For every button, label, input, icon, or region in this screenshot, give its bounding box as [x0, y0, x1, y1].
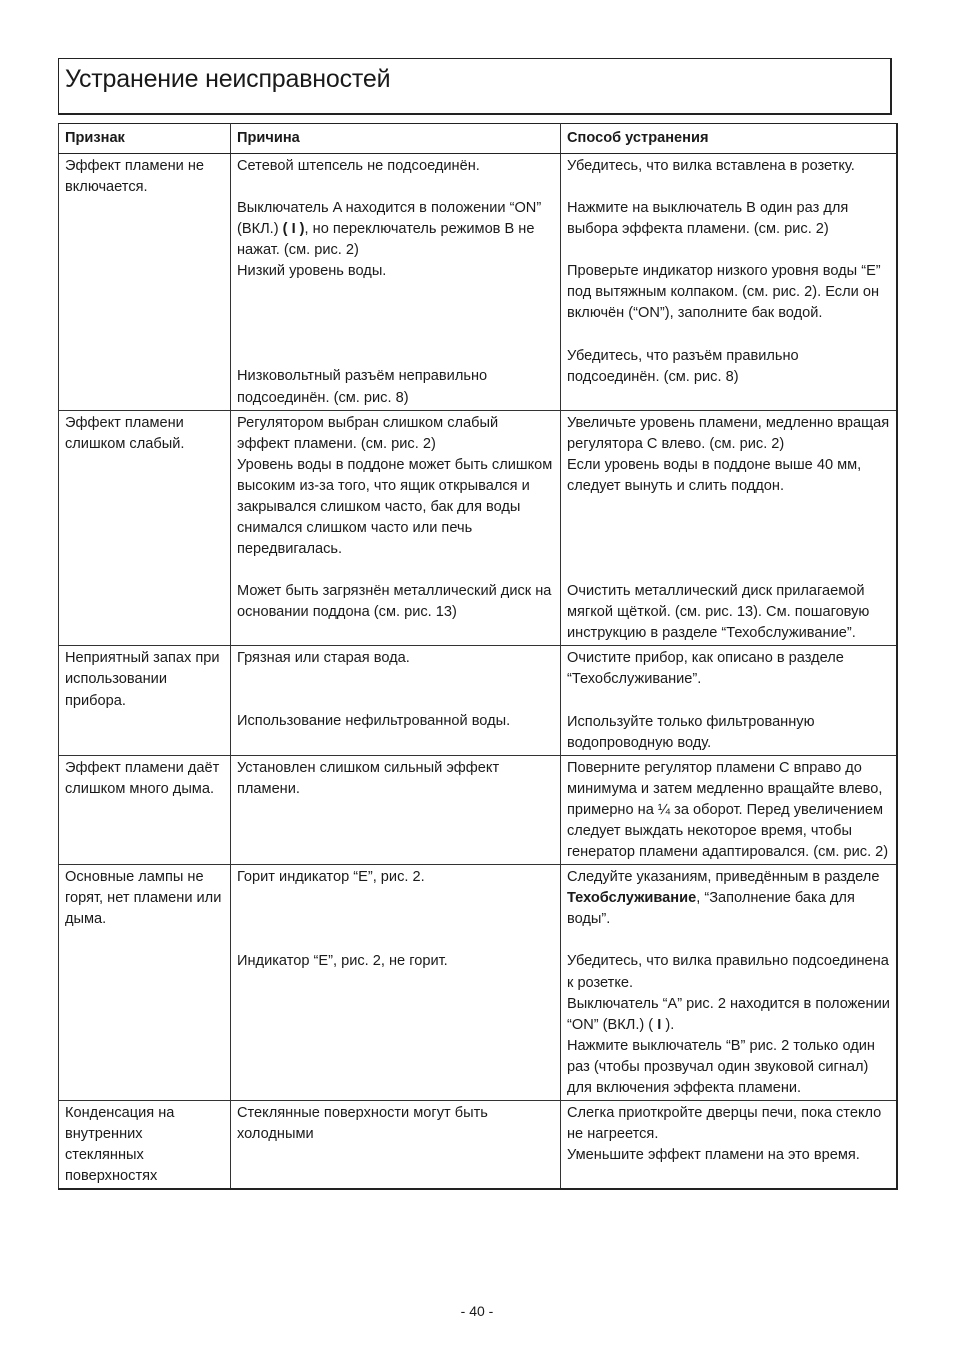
- cause-cell: [231, 410, 561, 646]
- remedy-text: Очистить металлический диск прилагаемой мягкой щёткой. (см. рис. 13). См. пошаговую инструкцию в разделе “Техобслуживание”.: [567, 583, 870, 642]
- remedy-text: Убедитесь, что вилка вставлена в розетку.: [567, 158, 855, 174]
- cause-text: Сетевой штепсель не подсоединён.: [237, 158, 480, 174]
- symptom-cell: Основные лампы не горят, нет пламени или дыма.: [59, 865, 231, 1101]
- symptom-cell: Эффект пламени не включается.: [59, 154, 231, 411]
- table-row: [59, 755, 897, 864]
- cause-cell: [231, 1101, 561, 1190]
- cause-text: Выключатель A находится в положении “ON” (ВКЛ.) ( I ), но переключатель режимов B не нажат. (см. рис. 2): [237, 200, 542, 259]
- cause-text: Грязная или старая вода.: [237, 650, 410, 667]
- remedy-text: Проверьте индикатор низкого уровня воды “E” под вытяжным колпаком. (см. рис. 2). Если он включён (“ON”), заполните бак водой.: [567, 263, 881, 322]
- remedy-cell: [561, 154, 897, 411]
- cause-text: Использование нефильтрованной воды.: [237, 713, 511, 730]
- header-remedy: Способ устранения: [561, 124, 897, 154]
- cause-cell: [231, 865, 561, 1101]
- remedy-text: Поверните регулятор пламени C вправо до минимума и затем медленно вращайте влево, примерно на ¼ за оборот. Перед увеличением следует выждать некоторое время, чтобы генератор пламени адаптировался. (см. рис. 2): [567, 759, 889, 861]
- remedy-text: Слегка приоткройте дверцы печи, пока стекло не нагреется.: [567, 1105, 882, 1143]
- cause-text: Установлен слишком сильный эффект пламени.: [237, 759, 500, 797]
- table-row: [59, 154, 897, 411]
- page-number: - 40 -: [460, 1303, 494, 1319]
- symptom-cell: Эффект пламени даёт слишком много дыма.: [59, 755, 231, 864]
- remedy-cell: [561, 1101, 897, 1190]
- table-row: [59, 865, 897, 1101]
- troubleshooting-table: [58, 123, 898, 1190]
- symptom-cell: Неприятный запах при использовании прибора.: [59, 646, 231, 755]
- symptom-cell: Эффект пламени слишком слабый.: [59, 410, 231, 646]
- cause-text: Уровень воды в поддоне может быть слишком высоким из-за того, что ящик открывался и закрывался слишком часто, бак для воды снимался слишком часто или печь передвигалась.: [237, 456, 553, 558]
- cause-text: Низковольтный разъём неправильно подсоединён. (см. рис. 8): [237, 368, 488, 406]
- remedy-cell: [561, 865, 897, 1101]
- cause-text: Низкий уровень воды.: [237, 263, 387, 280]
- remedy-text: Нажмите выключатель “B” рис. 2 только один раз (чтобы прозвучал один звуковой сигнал) для включения эффекта пламени.: [567, 1037, 875, 1096]
- remedy-text: Уменьшите эффект пламени на это время.: [567, 1147, 860, 1164]
- remedy-cell: [561, 755, 897, 864]
- page-title: Устранение неисправностей: [65, 65, 391, 93]
- cause-cell: [231, 646, 561, 755]
- title-box: [58, 58, 892, 115]
- remedy-text: Убедитесь, что разъём правильно подсоединён. (см. рис. 8): [567, 347, 799, 385]
- header-symptom: Признак: [59, 124, 231, 154]
- cause-cell: [231, 154, 561, 411]
- header-cause: Причина: [231, 124, 561, 154]
- cause-text: Стеклянные поверхности могут быть холодными: [237, 1105, 488, 1143]
- remedy-text: Увеличьте уровень пламени, медленно вращая регулятора C влево. (см. рис. 2): [567, 414, 890, 452]
- remedy-text: Используйте только фильтрованную водопроводную воду.: [567, 713, 815, 751]
- remedy-text: Следуйте указаниям, приведённым в разделе Техобслуживание, “Заполнение бака для воды”.: [567, 869, 880, 928]
- table-row: [59, 1101, 897, 1190]
- table-row: [59, 646, 897, 755]
- cause-text: Индикатор “E”, рис. 2, не горит.: [237, 953, 448, 970]
- table-header-row: [59, 124, 897, 154]
- remedy-text: Нажмите на выключатель B один раз для выбора эффекта пламени. (см. рис. 2): [567, 200, 849, 238]
- remedy-text: Выключатель “A” рис. 2 находится в положении “ON” (ВКЛ.) ( I ).: [567, 995, 890, 1033]
- remedy-cell: [561, 646, 897, 755]
- cause-text: Регулятором выбран слишком слабый эффект пламени. (см. рис. 2): [237, 414, 499, 452]
- remedy-text: Убедитесь, что вилка правильно подсоединена к розетке.: [567, 953, 889, 991]
- table-row: [59, 410, 897, 646]
- cause-text: Горит индикатор “E”, рис. 2.: [237, 869, 425, 886]
- cause-text: Может быть загрязнён металлический диск на основании поддона (см. рис. 13): [237, 583, 552, 621]
- symptom-cell: Конденсация на внутренних стеклянных поверхностях: [59, 1101, 231, 1190]
- cause-cell: [231, 755, 561, 864]
- remedy-text: Очистите прибор, как описано в разделе “Техобслуживание”.: [567, 650, 844, 688]
- remedy-cell: [561, 410, 897, 646]
- remedy-text: Если уровень воды в поддоне выше 40 мм, следует вынуть и слить поддон.: [567, 456, 862, 494]
